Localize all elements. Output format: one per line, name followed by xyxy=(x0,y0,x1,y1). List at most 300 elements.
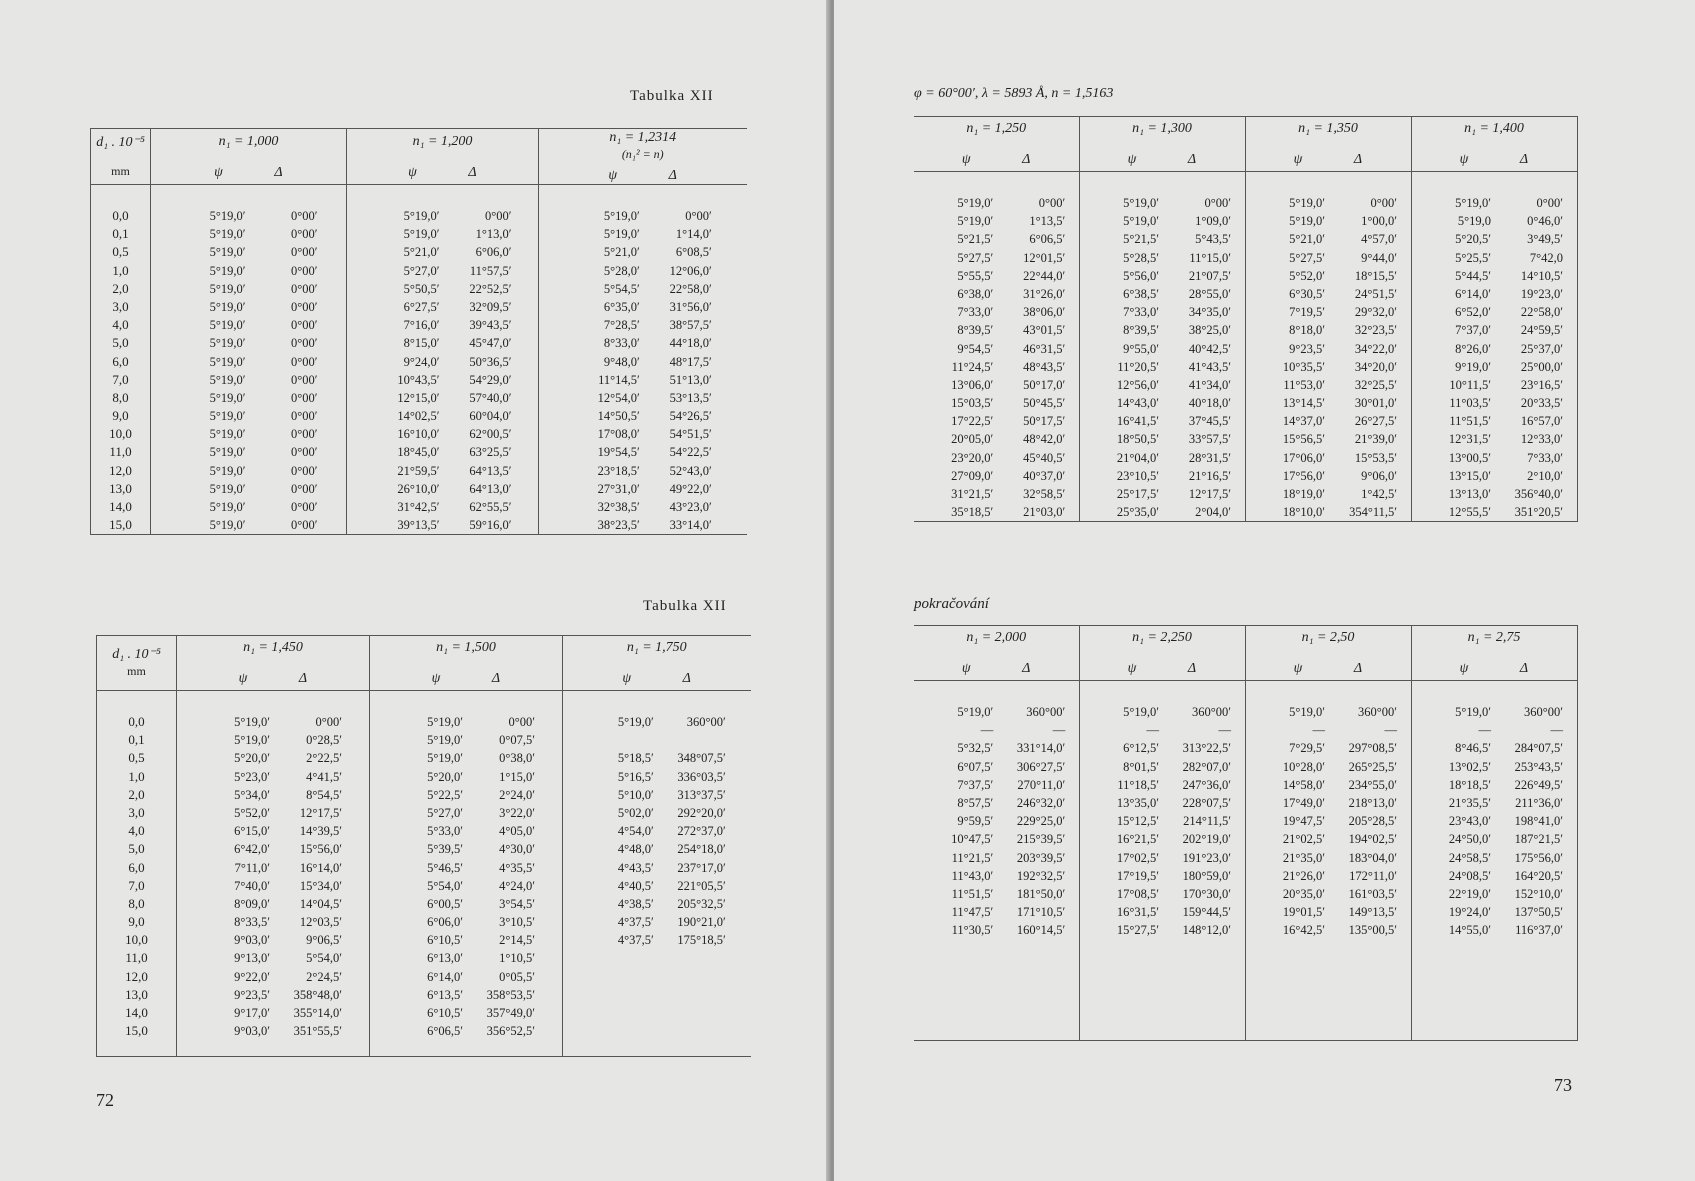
psi-value: 5°10,0′ xyxy=(617,787,654,802)
table-row xyxy=(1412,394,1577,412)
delta-symbol: Δ xyxy=(491,671,501,686)
delta-value: 24°51,5′ xyxy=(1354,286,1397,301)
table-row xyxy=(151,316,346,334)
delta-value: 183°04,0′ xyxy=(1348,850,1397,865)
table-row xyxy=(1412,885,1577,903)
delta-value: 360°00′ xyxy=(1192,705,1231,719)
table-row xyxy=(370,786,562,804)
psi-value: 5°19,0′ xyxy=(209,427,246,442)
table-row xyxy=(177,822,369,840)
data-column xyxy=(1079,681,1245,1041)
d-value: 15,0 xyxy=(125,1023,148,1039)
column-header xyxy=(1411,117,1577,172)
psi-symbol: ψ xyxy=(1293,661,1303,676)
psi-value: 12°54,0′ xyxy=(597,390,640,405)
delta-value: 4°41,5′ xyxy=(306,769,342,784)
delta-value: 0°05,5′ xyxy=(499,969,535,984)
psi-symbol: ψ xyxy=(961,152,971,167)
page-number-left: 72 xyxy=(96,1090,114,1110)
delta-value: 22°52,5′ xyxy=(469,281,512,296)
delta-value: 33°57,5′ xyxy=(1188,432,1231,447)
psi-value: 5°52,0′ xyxy=(1289,268,1325,283)
psi-value: 23°10,5′ xyxy=(1116,468,1159,483)
delta-value: 4°57,0′ xyxy=(1361,232,1397,247)
delta-value: 15°34,0′ xyxy=(299,878,342,893)
d-value: 0,1 xyxy=(128,732,145,748)
table-row xyxy=(1080,412,1245,430)
table-row xyxy=(347,316,538,334)
delta-value: 254°18,0′ xyxy=(677,842,726,857)
psi-value: 23°20,0′ xyxy=(951,450,994,465)
psi-value: 4°37,5′ xyxy=(617,915,654,930)
table-row xyxy=(1246,776,1411,794)
table-row xyxy=(539,371,747,389)
table-row xyxy=(914,303,1079,321)
table-top-left xyxy=(90,128,747,535)
table-row xyxy=(1246,849,1411,867)
delta-value: 1°00,0′ xyxy=(1361,214,1397,229)
psi-value: 10°11,5′ xyxy=(1449,377,1491,392)
delta-value: 34°22,0′ xyxy=(1354,341,1397,356)
psi-value: 6°00,5′ xyxy=(427,896,463,911)
delta-value: 1°10,5′ xyxy=(499,951,535,966)
psi-value: 5°21,0′ xyxy=(403,245,440,260)
delta-value: 253°43,5′ xyxy=(1514,759,1563,774)
d-value: 13,0 xyxy=(125,986,148,1002)
table-row xyxy=(177,749,369,767)
psi-value xyxy=(588,986,654,1004)
table-row xyxy=(539,280,747,298)
delta-value: 4°30,0′ xyxy=(499,842,535,857)
delta-symbol: Δ xyxy=(274,164,283,180)
delta-value: 54°51,5′ xyxy=(669,427,712,442)
delta-value: 11°57,5′ xyxy=(469,263,512,278)
delta-value: 50°17,5′ xyxy=(1023,414,1066,429)
table-row xyxy=(347,443,538,461)
data-column xyxy=(914,172,1079,522)
table-row xyxy=(914,812,1079,830)
table-row xyxy=(177,877,369,895)
delta-value: 2°22,5′ xyxy=(306,751,342,766)
delta-value: 48°43,5′ xyxy=(1023,359,1066,374)
d-value-column xyxy=(91,185,151,535)
d-value: 0,5 xyxy=(128,750,145,766)
column-header xyxy=(370,636,563,691)
psi-value: 14°58,0′ xyxy=(1282,777,1325,792)
column-n-label: n₁ = 1,350 xyxy=(1298,121,1358,136)
table-row xyxy=(1246,449,1411,467)
table-row xyxy=(1412,412,1577,430)
psi-value: 17°22,5′ xyxy=(951,414,994,429)
table-row xyxy=(1246,340,1411,358)
delta-value: 0°00′ xyxy=(291,281,318,296)
psi-value: — xyxy=(1312,723,1325,738)
psi-value: 5°28,5′ xyxy=(1123,250,1159,265)
table-row xyxy=(914,230,1079,248)
psi-value: 27°09,0′ xyxy=(951,468,994,483)
psi-value: 12°56,0′ xyxy=(1116,377,1159,392)
psi-symbol: ψ xyxy=(1459,661,1469,676)
delta-value: 12°17,5′ xyxy=(299,805,342,820)
table-row xyxy=(1412,376,1577,394)
psi-value: 5°19,0′ xyxy=(617,715,654,729)
delta-value: 12°03,5′ xyxy=(299,915,342,930)
delta-value: 59°16,0′ xyxy=(469,518,512,533)
psi-value: 5°19,0′ xyxy=(209,245,246,260)
psi-value: 11°51,5′ xyxy=(951,886,994,901)
psi-value: 7°40,0′ xyxy=(234,878,270,893)
table-row xyxy=(563,895,751,913)
delta-value: 22°58,0′ xyxy=(669,281,712,296)
table-row xyxy=(177,931,369,949)
column-n-label: n₁ = 1,750 xyxy=(626,640,687,655)
table-row xyxy=(1080,230,1245,248)
table-row xyxy=(539,243,747,261)
table-row xyxy=(151,443,346,461)
psi-value: 8°33,5′ xyxy=(234,915,270,930)
delta-value: 15°56,0′ xyxy=(299,842,342,857)
delta-value: 360°00′ xyxy=(1358,705,1397,719)
table-row xyxy=(1080,358,1245,376)
table-row xyxy=(539,407,747,425)
table-row xyxy=(1412,358,1577,376)
psi-value: 5°19,0′ xyxy=(209,481,246,496)
delta-value: 54°22,5′ xyxy=(669,445,712,460)
psi-value: 16°21,5′ xyxy=(1116,832,1159,847)
table-row xyxy=(539,353,747,371)
delta-value: 1°13,5′ xyxy=(1029,214,1066,229)
d-value: 7,0 xyxy=(128,877,145,893)
delta-value: 1°42,5′ xyxy=(1361,487,1397,501)
delta-value xyxy=(654,1004,726,1022)
delta-symbol: Δ xyxy=(1353,152,1363,167)
d-value: 5,0 xyxy=(128,841,145,857)
psi-value: 5°19,0′ xyxy=(209,263,246,278)
delta-value: 135°00,5′ xyxy=(1348,923,1397,938)
table-row xyxy=(1080,503,1245,521)
table-row xyxy=(177,840,369,858)
psi-value: 5°19,0′ xyxy=(957,196,994,210)
psi-value: 16°41,5′ xyxy=(1116,414,1159,429)
table-row xyxy=(914,285,1079,303)
delta-value: 360°00′ xyxy=(1026,705,1066,719)
psi-value: 5°19,0′ xyxy=(209,518,246,533)
table-row xyxy=(347,243,538,261)
delta-value: 32°58,5′ xyxy=(1023,487,1066,501)
psi-value: 5°19,0 xyxy=(1457,214,1491,229)
psi-symbol: ψ xyxy=(408,164,417,180)
delta-value: 64°13,5′ xyxy=(469,463,512,478)
psi-value: 6°10,5′ xyxy=(427,1006,463,1020)
psi-value: 27°31,0′ xyxy=(597,481,640,496)
table-row xyxy=(1080,321,1245,339)
delta-value: 40°37,0′ xyxy=(1023,468,1066,483)
d-value: 7,0 xyxy=(112,371,129,387)
psi-symbol: ψ xyxy=(214,164,223,180)
table-row xyxy=(1412,776,1577,794)
table-row xyxy=(1246,812,1411,830)
delta-value: 0°00′ xyxy=(1038,196,1066,210)
psi-value: 23°18,5′ xyxy=(597,463,640,478)
table-row xyxy=(1246,921,1411,939)
delta-value: 284°07,5′ xyxy=(1514,741,1563,756)
delta-value: 198°41,0′ xyxy=(1514,814,1563,829)
psi-value: 19°01,5′ xyxy=(1282,905,1325,920)
delta-value: 360°00′ xyxy=(686,715,726,729)
table-row xyxy=(539,225,747,243)
table-row xyxy=(1412,285,1577,303)
psi-value: 17°08,0′ xyxy=(597,427,640,442)
delta-value: 0°00′ xyxy=(291,427,318,442)
psi-value: 13°02,5′ xyxy=(1448,759,1491,774)
table-row xyxy=(370,931,562,949)
psi-symbol: ψ xyxy=(1459,152,1469,167)
psi-value: 13°14,5′ xyxy=(1282,396,1325,411)
psi-value: 7°16,0′ xyxy=(403,318,440,333)
delta-symbol: Δ xyxy=(1022,661,1031,676)
table-row xyxy=(914,703,1079,721)
table-row xyxy=(151,407,346,425)
table-row xyxy=(1246,467,1411,485)
delta-value: 137°50,5′ xyxy=(1514,905,1563,920)
table-row xyxy=(914,430,1079,448)
psi-value: 9°22,0′ xyxy=(234,969,270,984)
psi-value: 6°13,5′ xyxy=(427,987,463,1002)
psi-value: 9°24,0′ xyxy=(403,354,440,369)
psi-value: 6°30,5′ xyxy=(1289,286,1325,301)
delta-value: 348°07,5′ xyxy=(677,751,726,766)
column-n-label: n₁ = 1,250 xyxy=(966,121,1027,136)
data-column xyxy=(1245,681,1411,1041)
delta-value: 50°17,0′ xyxy=(1023,377,1066,392)
psi-value: 6°14,0′ xyxy=(1455,286,1491,301)
psi-symbol: ψ xyxy=(608,168,618,183)
psi-value: 5°19,0′ xyxy=(209,336,246,351)
delta-value: 205°28,5′ xyxy=(1348,814,1397,829)
delta-value: 0°00′ xyxy=(1204,196,1231,210)
psi-value: 9°19,0′ xyxy=(1455,359,1491,374)
psi-value: 9°48,0′ xyxy=(603,354,640,369)
psi-value: 8°18,0′ xyxy=(1289,323,1325,338)
psi-value: 5°27,5′ xyxy=(1289,250,1325,265)
table-row xyxy=(1246,412,1411,430)
psi-value: 5°19,0′ xyxy=(209,227,246,242)
d-value: 3,0 xyxy=(128,804,145,820)
psi-value: 35°18,5′ xyxy=(951,505,994,520)
delta-value: 313°37,5′ xyxy=(677,787,726,802)
delta-value: 1°14,0′ xyxy=(675,227,712,242)
psi-value: 9°23,5′ xyxy=(1289,341,1325,356)
psi-value: 17°49,0′ xyxy=(1282,795,1325,810)
column-n-label: n₁ = 2,250 xyxy=(1132,630,1192,645)
psi-value: 5°19,0′ xyxy=(603,209,640,223)
delta-value: 37°45,5′ xyxy=(1188,414,1231,429)
table-row xyxy=(151,389,346,407)
delta-value: 0°00′ xyxy=(291,372,318,387)
delta-symbol: Δ xyxy=(1353,661,1363,676)
table-row xyxy=(563,749,751,767)
delta-value: 16°14,0′ xyxy=(299,860,342,875)
delta-value: 4°35,5′ xyxy=(499,860,535,875)
psi-value: — xyxy=(1146,723,1159,738)
table-row xyxy=(177,731,369,749)
table-row xyxy=(914,321,1079,339)
table-row xyxy=(177,949,369,967)
psi-value: 5°46,5′ xyxy=(427,860,463,875)
delta-value: 54°29,0′ xyxy=(469,372,512,387)
delta-value xyxy=(654,949,726,967)
psi-value: 11°51,5′ xyxy=(1449,414,1491,429)
delta-value: 9°06,5′ xyxy=(306,933,342,948)
psi-value: 5°19,0′ xyxy=(957,705,994,719)
table-row xyxy=(539,334,747,352)
column-n-label: n₁ = 2,000 xyxy=(966,630,1027,645)
table-row xyxy=(1080,830,1245,848)
psi-value: 5°19,0′ xyxy=(1123,196,1159,210)
psi-value: 13°15,0′ xyxy=(1448,468,1491,483)
psi-value: 12°15,0′ xyxy=(397,390,440,405)
psi-value: 11°21,5′ xyxy=(951,850,994,865)
delta-value: 32°25,5′ xyxy=(1354,377,1397,392)
data-column xyxy=(151,185,347,535)
table-row xyxy=(1080,430,1245,448)
delta-value: 0°00′ xyxy=(291,263,318,278)
table-row xyxy=(563,840,751,858)
table-row xyxy=(177,968,369,986)
psi-value: 5°19,0′ xyxy=(957,214,994,229)
psi-value: 4°54,0′ xyxy=(617,824,654,839)
delta-value: 161°03,5′ xyxy=(1348,886,1397,901)
data-column xyxy=(539,185,747,535)
table-row xyxy=(151,225,346,243)
d-value: 10,0 xyxy=(125,932,148,948)
psi-value: 7°11,0′ xyxy=(234,860,270,875)
table-row xyxy=(1246,358,1411,376)
table-row xyxy=(914,485,1079,503)
psi-value: 24°50,0′ xyxy=(1448,832,1491,847)
psi-value xyxy=(588,731,654,749)
table-row xyxy=(1412,503,1577,521)
table-row xyxy=(1412,230,1577,248)
delta-value: 1°09,0′ xyxy=(1195,214,1231,229)
d-value: 10,0 xyxy=(109,426,132,442)
table-row xyxy=(1412,340,1577,358)
d-value: 8,0 xyxy=(112,389,129,405)
table-bottom-left xyxy=(96,635,751,1057)
table-row xyxy=(1080,703,1245,721)
psi-value: 5°21,0′ xyxy=(603,245,640,260)
psi-value: 8°26,0′ xyxy=(1455,341,1491,356)
psi-value: 6°13,0′ xyxy=(427,951,463,966)
table-row xyxy=(1080,267,1245,285)
psi-value: 5°33,0′ xyxy=(427,824,463,839)
psi-symbol: ψ xyxy=(961,661,971,676)
table-row xyxy=(151,498,346,516)
psi-value: 11°18,5′ xyxy=(1117,777,1159,792)
delta-value: 116°37,0′ xyxy=(1515,923,1563,938)
psi-value: 11°47,5′ xyxy=(951,905,994,920)
psi-value: 19°47,5′ xyxy=(1282,814,1325,829)
psi-value: 5°19,0′ xyxy=(603,227,640,242)
delta-value: 62°55,5′ xyxy=(469,500,512,514)
table-row xyxy=(1412,739,1577,757)
psi-value: 5°19,0′ xyxy=(1289,196,1325,210)
delta-value: 54°26,5′ xyxy=(669,409,712,424)
delta-value: 41°43,5′ xyxy=(1188,359,1231,374)
table-row xyxy=(539,480,747,498)
table-row xyxy=(370,1004,562,1022)
delta-value: 152°10,0′ xyxy=(1514,886,1563,901)
delta-value: 358°48,0′ xyxy=(293,987,342,1002)
table-row xyxy=(1080,467,1245,485)
table-row xyxy=(1412,758,1577,776)
delta-value: 0°00′ xyxy=(291,354,318,369)
table-row xyxy=(1412,903,1577,921)
psi-value: 4°37,5′ xyxy=(617,933,654,948)
psi-value: 25°35,0′ xyxy=(1116,505,1159,520)
table-row xyxy=(1080,449,1245,467)
delta-value: 175°18,5′ xyxy=(677,933,726,948)
delta-value: 292°20,0′ xyxy=(677,805,726,820)
table-row xyxy=(177,768,369,786)
d-header-cell: d₁ . 10⁻⁵ mm xyxy=(112,647,161,678)
delta-value: 229°25,0′ xyxy=(1016,814,1066,829)
table-row xyxy=(370,986,562,1004)
table-row xyxy=(1246,885,1411,903)
delta-value: 175°56,0′ xyxy=(1514,850,1563,865)
delta-value: 205°32,5′ xyxy=(677,896,726,911)
psi-value: 5°19,0′ xyxy=(209,299,246,314)
column-header xyxy=(1245,117,1411,172)
table-row xyxy=(914,412,1079,430)
psi-value: 8°01,5′ xyxy=(1123,759,1159,774)
psi-value: 5°19,0′ xyxy=(1123,214,1159,229)
psi-value: 6°07,5′ xyxy=(957,759,994,774)
psi-value: 11°14,5′ xyxy=(598,372,640,387)
table-row xyxy=(539,316,747,334)
psi-value: 6°42,0′ xyxy=(234,842,270,857)
delta-value: 11°15,0′ xyxy=(1189,250,1231,265)
table-row xyxy=(563,713,751,731)
table-row xyxy=(914,267,1079,285)
delta-value: 356°52,5′ xyxy=(486,1024,535,1039)
delta-value: 63°25,5′ xyxy=(469,445,512,460)
table-row xyxy=(914,394,1079,412)
psi-value: 12°55,5′ xyxy=(1448,505,1491,520)
table-row xyxy=(1412,703,1577,721)
table-row xyxy=(370,749,562,767)
delta-value: 0°00′ xyxy=(291,390,318,405)
psi-value: 5°16,5′ xyxy=(617,769,654,784)
d-header-cell: d₁ . 10⁻⁵ mm xyxy=(96,134,145,178)
data-column xyxy=(347,185,539,535)
table-row xyxy=(1246,303,1411,321)
table-row xyxy=(914,449,1079,467)
table-row xyxy=(1246,758,1411,776)
psi-value: 8°15,0′ xyxy=(403,336,440,351)
table-row xyxy=(563,786,751,804)
psi-value: 5°39,5′ xyxy=(427,842,463,857)
psi-value: 11°53,0′ xyxy=(1283,377,1325,392)
table-row xyxy=(1080,885,1245,903)
psi-value: 5°19,0′ xyxy=(1289,705,1325,719)
column-header xyxy=(347,129,539,185)
psi-value: 5°20,0′ xyxy=(427,769,463,784)
delta-value: 26°27,5′ xyxy=(1354,414,1397,429)
delta-value: 187°21,5′ xyxy=(1514,832,1563,847)
psi-value xyxy=(588,1022,654,1040)
psi-value: 7°33,0′ xyxy=(957,305,994,320)
